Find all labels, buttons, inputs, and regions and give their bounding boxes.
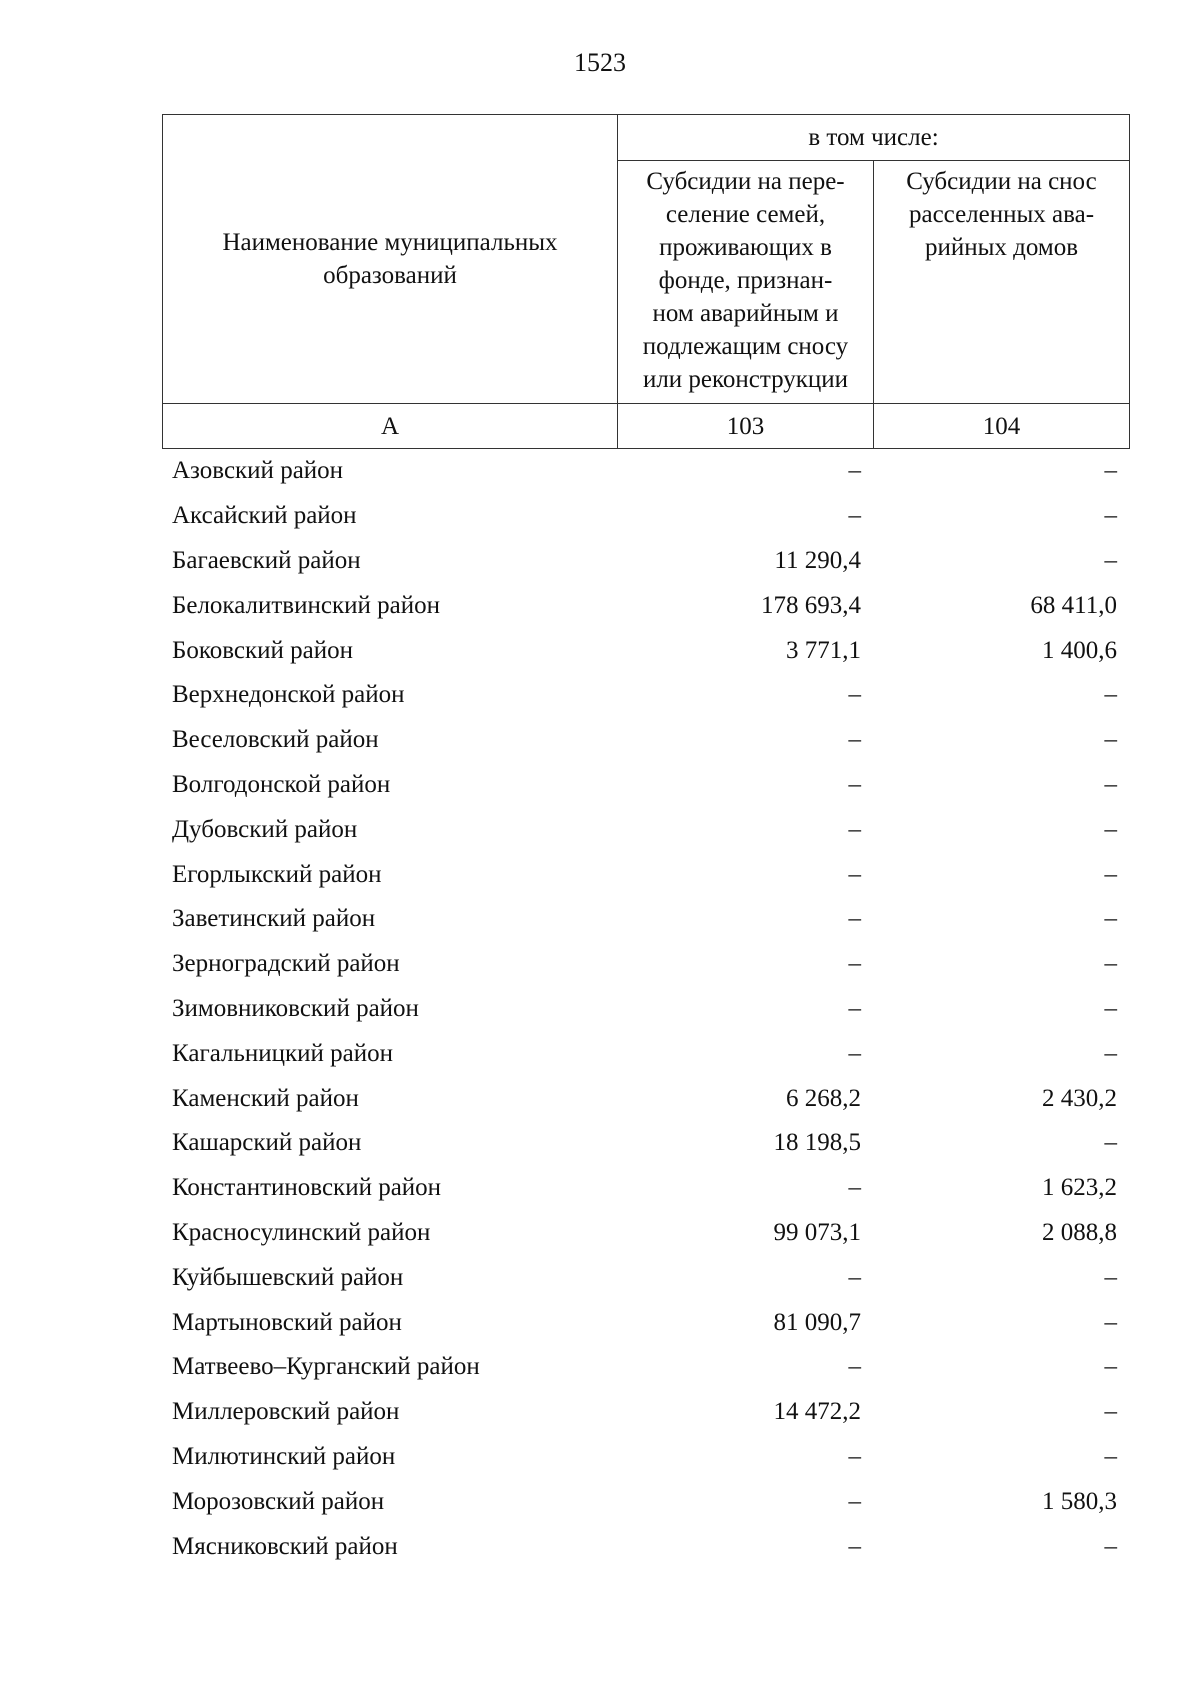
value-demolition: – [1104,726,1117,754]
value-demolition: – [1104,1532,1117,1560]
value-resettlement: – [848,905,861,933]
table-row [162,897,1129,942]
table-row [162,718,1129,763]
header-num-103: 103 [618,404,874,449]
value-demolition: – [1104,502,1117,530]
municipality-name: Багаевский район [172,546,361,574]
value-resettlement: 18 198,5 [773,1129,861,1157]
table-row [162,539,1129,584]
municipality-name: Кашарский район [172,1129,362,1157]
value-resettlement: – [848,681,861,709]
municipality-name: Куйбышевский район [172,1263,404,1291]
municipality-name: Дубовский район [172,815,358,843]
value-resettlement: – [848,1353,861,1381]
header-num-104: 104 [874,404,1130,449]
value-resettlement: – [848,950,861,978]
municipality-name: Константиновский район [172,1174,442,1202]
municipality-name: Заветинский район [172,905,376,933]
table-row [162,1435,1129,1480]
table-row [162,1300,1129,1345]
municipality-name: Кагальницкий район [172,1039,394,1067]
table-row [162,1211,1129,1256]
table-row [162,852,1129,897]
value-demolition: – [1104,1129,1117,1157]
value-demolition: – [1104,546,1117,574]
table-row [162,1524,1129,1569]
table-row [162,987,1129,1032]
value-demolition: – [1104,1263,1117,1291]
municipality-name: Егорлыкский район [172,860,382,888]
value-resettlement: – [848,1532,861,1560]
value-demolition: 2 430,2 [1042,1084,1117,1112]
municipality-name: Мартыновский район [172,1308,402,1336]
municipality-name: Морозовский район [172,1487,385,1515]
municipality-name: Веселовский район [172,726,379,754]
municipality-name: Верхнедонской район [172,681,405,709]
value-resettlement: – [848,726,861,754]
header-name-column: Наименование муниципальных образований [163,115,618,404]
table-row [162,763,1129,808]
municipality-name: Зимовниковский район [172,994,419,1022]
municipality-name: Мясниковский район [172,1532,398,1560]
page-number: 1523 [574,48,626,77]
value-resettlement: – [848,1039,861,1067]
value-demolition: – [1104,905,1117,933]
value-resettlement: – [848,994,861,1022]
value-resettlement: – [848,860,861,888]
value-resettlement: – [848,1487,861,1515]
value-resettlement: – [848,1174,861,1202]
header-col-demolition: Субсидии на снос расселенных ава- рийных домов [874,161,1130,404]
table-row [162,1255,1129,1300]
table-body [162,449,1129,1569]
header-num-a: А [163,404,618,449]
value-resettlement: – [848,770,861,798]
table-row [162,942,1129,987]
value-resettlement: 178 693,4 [761,591,861,619]
value-demolition: – [1104,860,1117,888]
value-resettlement: 81 090,7 [773,1308,861,1336]
header-col-resettlement: Субсидии на пере- селение семей, проживающих в фонде, признан- ном аварийным и подлежащим сносу или реконструкции [618,161,874,404]
value-demolition: 1 400,6 [1042,636,1117,664]
value-demolition: – [1104,1353,1117,1381]
table-row [162,1166,1129,1211]
table-row [162,1390,1129,1435]
table-row [162,807,1129,852]
value-demolition: – [1104,1442,1117,1470]
value-demolition: – [1104,1039,1117,1067]
municipality-name: Боковский район [172,636,353,664]
value-resettlement: 14 472,2 [773,1398,861,1426]
table-row [162,1121,1129,1166]
table-row [162,1076,1129,1121]
table-row [162,1345,1129,1390]
municipality-name: Волгодонской район [172,770,391,798]
value-demolition: – [1104,1398,1117,1426]
value-resettlement: 6 268,2 [786,1084,861,1112]
value-resettlement: – [848,502,861,530]
value-demolition: – [1104,681,1117,709]
value-resettlement: – [848,1263,861,1291]
municipality-name: Аксайский район [172,502,357,530]
value-demolition: 1 623,2 [1042,1174,1117,1202]
municipality-name: Миллеровский район [172,1398,400,1426]
table-row [162,628,1129,673]
value-resettlement: 3 771,1 [786,636,861,664]
value-resettlement: 99 073,1 [773,1218,861,1246]
value-resettlement: – [848,1442,861,1470]
table-row [162,494,1129,539]
value-demolition: 2 088,8 [1042,1218,1117,1246]
table-row [162,1479,1129,1524]
value-demolition: – [1104,1308,1117,1336]
municipality-name: Зерноградский район [172,950,400,978]
municipality-name: Матвеево–Курганский район [172,1353,480,1381]
value-demolition: – [1104,950,1117,978]
header-group-label: в том числе: [618,115,1130,161]
table-row [162,449,1129,494]
value-resettlement: 11 290,4 [774,546,861,574]
municipality-name: Красносулинский район [172,1218,431,1246]
value-demolition: – [1104,770,1117,798]
municipality-name: Белокалитвинский район [172,591,440,619]
value-demolition: 68 411,0 [1030,591,1117,619]
table-row [162,583,1129,628]
value-demolition: – [1104,994,1117,1022]
value-resettlement: – [848,815,861,843]
municipality-name: Азовский район [172,457,344,485]
municipality-name: Каменский район [172,1084,359,1112]
table-row [162,673,1129,718]
municipality-name: Милютинский район [172,1442,396,1470]
table-header [162,114,1130,449]
value-resettlement: – [848,457,861,485]
table-row [162,1031,1129,1076]
value-demolition: 1 580,3 [1042,1487,1117,1515]
value-demolition: – [1104,815,1117,843]
value-demolition: – [1104,457,1117,485]
